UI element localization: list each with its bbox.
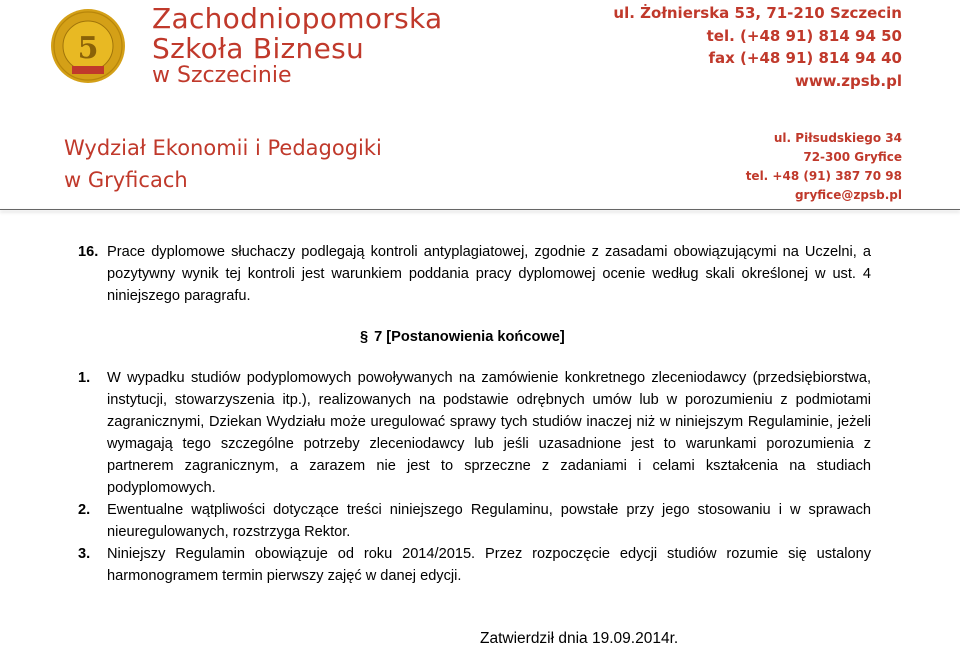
svg-text:5: 5	[77, 31, 99, 66]
paragraph-16	[78, 241, 871, 307]
list-item	[78, 499, 871, 543]
item-text: W wypadku studiów podyplomowych powoływanych na zamówienie konkretnego zleceniodawcy (przedsiębiorstwa, instytucji, stowarzyszenia itp.), realizowanych na podstawie odrębnych umów lub w porozumieniu z podmiotami zagranicznymi, Dziekan Wydziału może uregulować sprawy tych studiów inaczej niż w niniejszym Regulaminie, jeżeli wymagają tego szczególne potrzeby zleceniodawcy lub jeśli uzasadnione jest to warunkami porozumienia z partnerem zagranicznym, a zarazem nie jest to sprzeczne z zadaniami i celami kształcenia na studiach podyplomowych.	[107, 370, 871, 496]
main-website: www.zpsb.pl	[794, 71, 902, 90]
branch-contact	[746, 129, 902, 205]
item-number: 1.	[78, 370, 91, 386]
faculty-title	[64, 132, 382, 196]
paragraph-text: Prace dyplomowe słuchaczy podlegają kontroli antyplagiatowej, zgodnie z zasadami obowiązującymi na Uczelni, a pozytywny wynik tej kontroli jest warunkiem poddania pracy dyplomowej ocenie według skali określonej w ust. 4 niniejszego paragrafu.	[107, 244, 871, 304]
school-name-line: Zachodniopomorska	[152, 2, 443, 35]
document-body	[78, 241, 871, 587]
school-name	[152, 4, 442, 88]
school-name-line: Szkoła Biznesu	[152, 32, 365, 65]
branch-address: ul. Piłsudskiego 34	[773, 131, 902, 145]
main-contact	[613, 2, 902, 92]
list-item	[78, 543, 871, 587]
faculty-line: Wydział Ekonomii i Pedagogiki	[64, 136, 382, 160]
main-phone: tel. (+48 91) 814 94 50	[706, 26, 902, 45]
section-symbol: §	[360, 329, 369, 345]
branch-phone: tel. +48 (91) 387 70 98	[745, 169, 902, 183]
list-item	[78, 367, 871, 499]
approval-date: Zatwierdził dnia 19.09.2014r.	[480, 630, 679, 647]
paragraph-number: 16.	[78, 244, 99, 260]
header-divider	[0, 209, 960, 210]
section-title-text: 7 [Postanowienia końcowe]	[374, 329, 565, 345]
branch-postal: 72-300 Gryfice	[803, 150, 902, 164]
main-address: ul. Żołnierska 53, 71-210 Szczecin	[613, 4, 902, 22]
item-text: Niniejszy Regulamin obowiązuje od roku 2014/2015. Przez rozpoczęcie edycji studiów rozumie się ustalony harmonogramem termin pierwszy zajęć w danej edycji.	[107, 546, 871, 584]
item-number: 3.	[78, 546, 91, 562]
section-heading	[360, 326, 871, 348]
main-fax: fax (+48 91) 814 94 40	[708, 49, 902, 67]
faculty-line: w Gryficach	[64, 168, 188, 192]
branch-email: gryfice@zpsb.pl	[794, 188, 902, 202]
school-seal-logo	[50, 8, 126, 84]
item-text: Ewentualne wątpliwości dotyczące treści niniejszego Regulaminu, powstałe przy jego stosowaniu i w sprawach nieuregulowanych, rozstrzyga Rektor.	[107, 502, 871, 540]
school-name-line: w Szczecinie	[152, 63, 292, 88]
item-number: 2.	[78, 502, 91, 518]
